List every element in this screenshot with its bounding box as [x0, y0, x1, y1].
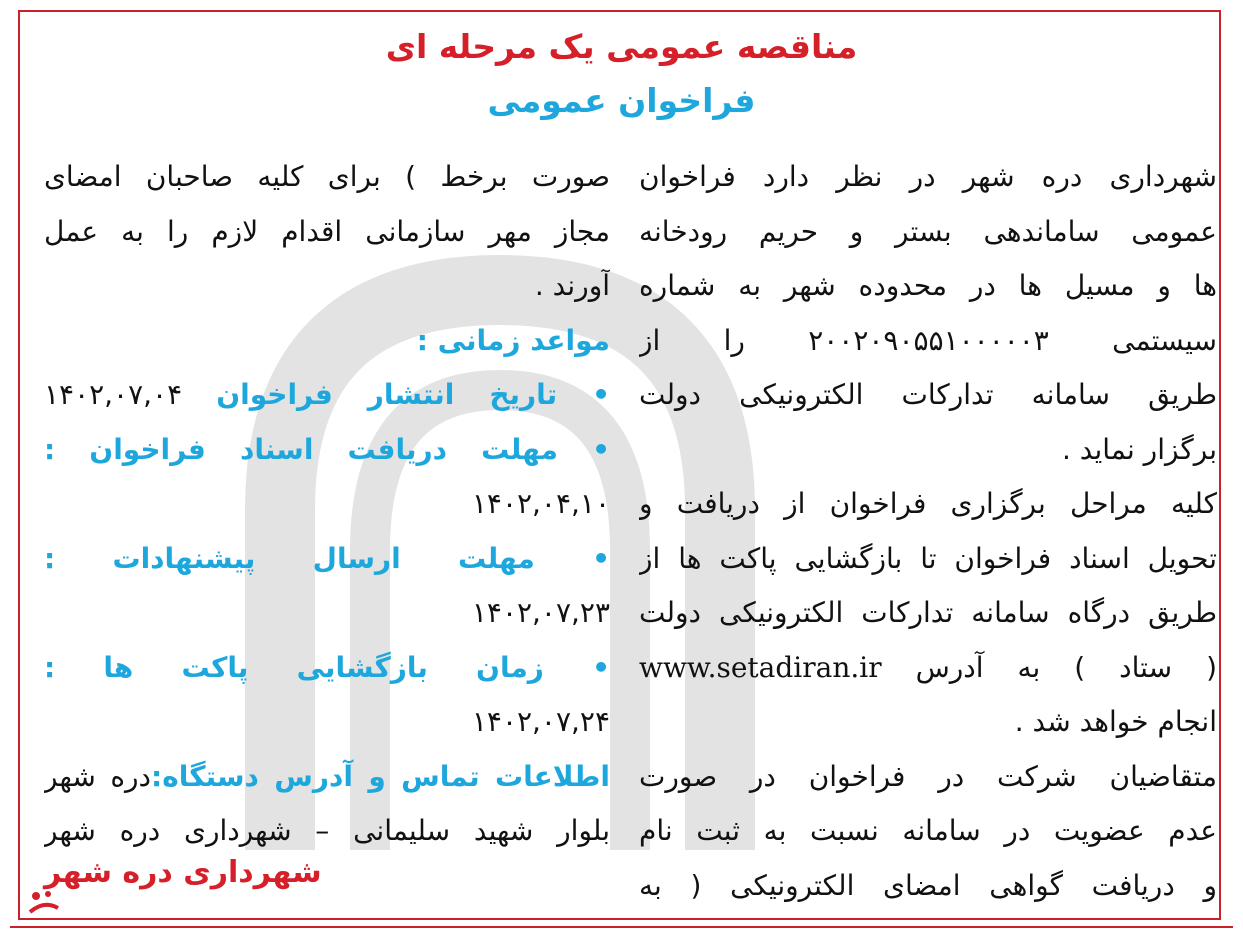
right-column: [639, 150, 1217, 913]
left-column: [44, 150, 610, 859]
contact-address: بلوار شهید سلیمانی – شهرداری دره شهر: [44, 814, 610, 847]
setad-text: ( ستاد ) به آدرس: [915, 650, 1217, 684]
text-line: مجاز مهر سازمانی اقدام لازم را به عمل: [44, 214, 610, 248]
docs-date: ۱۴۰۲,۰۴,۱۰: [471, 487, 610, 520]
text-line: شهرداری دره شهر در نظر دارد فراخوان: [639, 160, 1217, 193]
text-line: سیستمی ۲۰۰۲۰۹۰۵۵۱۰۰۰۰۰۳ را از: [639, 323, 1217, 357]
signature: شهرداری دره شهر: [44, 855, 322, 890]
publish-label: • تاریخ انتشار فراخوان: [216, 378, 610, 411]
text-line: انجام خواهد شد .: [1014, 705, 1217, 738]
text-line: برگزار نماید .: [1061, 432, 1217, 466]
website-link[interactable]: www.setadiran.ir: [639, 650, 882, 684]
text-line: طریق سامانه تدارکات الکترونیکی دولت: [639, 378, 1217, 411]
text-line: و دریافت گواهی امضای الکترونیکی ( به: [639, 868, 1217, 902]
text-line: عدم عضویت در سامانه نسبت به ثبت نام: [639, 814, 1217, 847]
contact-city: دره شهر: [44, 759, 152, 793]
opening-date: ۱۴۰۲,۰۷,۲۴: [471, 705, 610, 738]
text-line: طریق درگاه سامانه تدارکات الکترونیکی دولت: [639, 596, 1217, 629]
ad-subtitle: فراخوان عمومی: [487, 81, 756, 120]
schedule-heading: مواعد زمانی :: [416, 323, 610, 357]
text-line: متقاضیان شرکت در فراخوان در صورت: [639, 759, 1217, 793]
text-line: صورت برخط ) برای کلیه صاحبان امضای: [44, 160, 610, 193]
bottom-rule: [10, 926, 1233, 928]
text-line: آورند .: [534, 269, 610, 302]
text-line: تحویل اسناد فراخوان تا بازگشایی پاکت ها از: [639, 541, 1217, 575]
ad-title: مناقصه عمومی یک مرحله ای: [385, 27, 858, 66]
opening-label: • زمان بازگشایی پاکت ها :: [44, 650, 610, 684]
schedule-item-publish: [44, 368, 610, 423]
publish-date: ۱۴۰۲,۰۷,۰۴: [44, 378, 183, 411]
bids-date: ۱۴۰۲,۰۷,۲۳: [471, 596, 610, 629]
corner-logo-icon: [24, 886, 64, 920]
text-line: [639, 641, 1217, 696]
text-line: عمومی ساماندهی بستر و حریم رودخانه: [639, 214, 1217, 248]
text-line: کلیه مراحل برگزاری فراخوان از دریافت و: [639, 487, 1217, 520]
contact-label: اطلاعات تماس و آدرس دستگاه:: [151, 759, 610, 793]
text-line: ها و مسیل ها در محدوده شهر به شماره: [639, 269, 1217, 302]
docs-label: • مهلت دریافت اسناد فراخوان :: [44, 432, 610, 466]
bids-label: • مهلت ارسال پیشنهادات :: [44, 541, 610, 575]
contact-line: [44, 750, 610, 805]
